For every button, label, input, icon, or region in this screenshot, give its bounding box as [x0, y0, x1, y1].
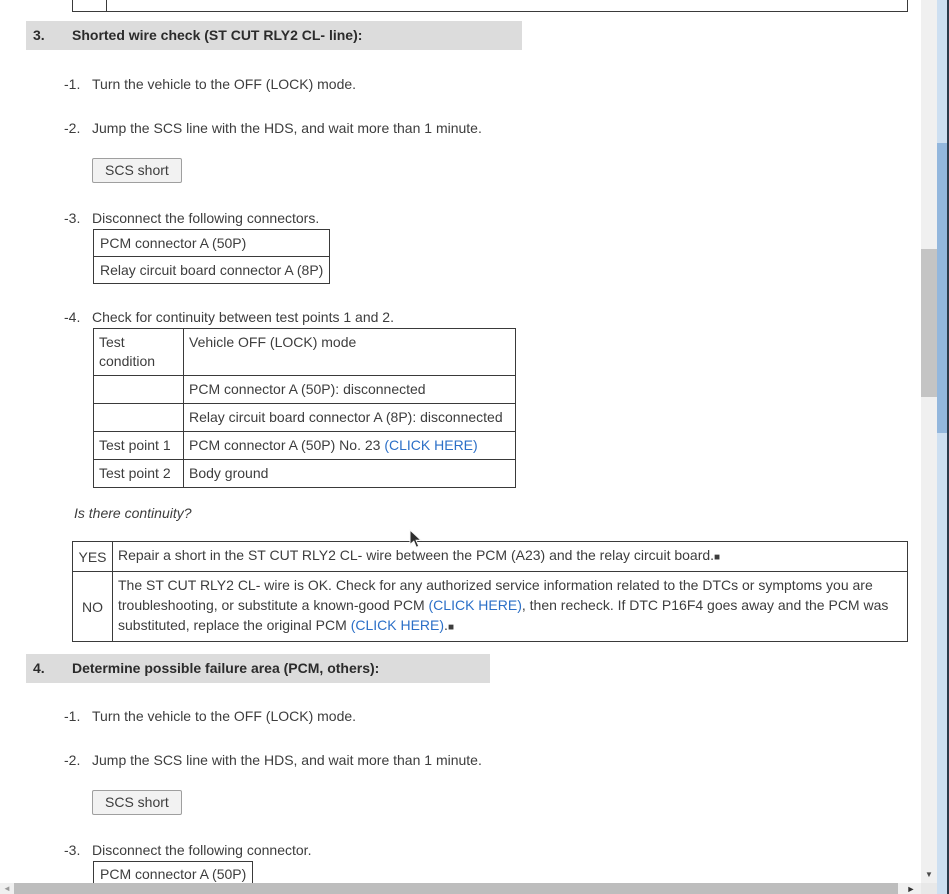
substep-text: Turn the vehicle to the OFF (LOCK) mode.	[92, 708, 357, 724]
step-3-substep-1	[64, 76, 356, 92]
yes-no-result-table	[72, 541, 908, 642]
vertical-scrollbar-track[interactable]	[921, 0, 937, 883]
test-condition-table	[93, 328, 516, 488]
step-4-number: 4.	[33, 660, 45, 676]
yes-label: YES	[73, 542, 113, 572]
substep-number: -3.	[64, 210, 81, 226]
horizontal-scrollbar-thumb[interactable]	[14, 883, 898, 894]
scs-short-button[interactable]: SCS short	[92, 790, 182, 815]
scroll-left-arrow-icon[interactable]: ◄	[3, 884, 11, 893]
previous-result-table-fragment	[72, 0, 908, 12]
no-row	[73, 572, 908, 642]
row-value: Body ground	[184, 460, 516, 488]
table-row	[94, 432, 516, 460]
step-3-substep-4	[64, 309, 394, 325]
connector-box: PCM connector A (50P)	[93, 861, 253, 887]
end-of-step-mark: ■	[714, 552, 721, 563]
step-4-header	[26, 654, 490, 683]
no-text-2: , then recheck. If DTC P16F4 goes away and the PCM was substituted, replace the original PCM	[118, 597, 889, 633]
substep-number: -4.	[64, 309, 81, 325]
mouse-cursor-icon	[409, 529, 423, 549]
row-label: Test point 1	[94, 432, 184, 460]
vertical-scrollbar-thumb[interactable]	[921, 249, 937, 397]
end-of-step-mark: ■	[447, 622, 454, 633]
row-value	[184, 432, 516, 460]
row-label	[94, 376, 184, 404]
scroll-right-arrow-icon[interactable]: ►	[906, 884, 916, 894]
table-column-divider	[106, 0, 107, 11]
table-row	[94, 460, 516, 488]
table-row	[94, 257, 330, 284]
click-here-link[interactable]: (CLICK HERE)	[428, 597, 522, 613]
scrollbar-corner	[921, 883, 937, 894]
no-label: NO	[73, 572, 113, 642]
no-text-3: .	[444, 617, 448, 633]
substep-number: -1.	[64, 708, 81, 724]
click-here-link[interactable]: (CLICK HERE)	[350, 617, 445, 633]
substep-text: Jump the SCS line with the HDS, and wait more than 1 minute.	[92, 752, 482, 768]
connector-list-table	[93, 229, 330, 284]
row-value: Relay circuit board connector A (8P): disconnected	[184, 404, 516, 432]
substep-number: -1.	[64, 76, 81, 92]
row-label: Test condition	[94, 329, 184, 376]
substep-number: -2.	[64, 752, 81, 768]
continuity-question: Is there continuity?	[74, 505, 192, 521]
no-instruction	[113, 572, 908, 642]
connector-cell: PCM connector A (50P)	[94, 230, 330, 257]
row-value: PCM connector A (50P): disconnected	[184, 376, 516, 404]
row-label: Test point 2	[94, 460, 184, 488]
row-value: Vehicle OFF (LOCK) mode	[184, 329, 516, 376]
table-row	[94, 404, 516, 432]
substep-text: Turn the vehicle to the OFF (LOCK) mode.	[92, 76, 357, 92]
step-3-substep-3	[64, 210, 319, 226]
substep-text: Check for continuity between test points 1 and 2.	[92, 309, 394, 325]
step-3-title: Shorted wire check (ST CUT RLY2 CL- line):	[72, 27, 363, 43]
table-row	[94, 376, 516, 404]
step-3-substep-2	[64, 120, 482, 136]
click-here-link[interactable]: (CLICK HERE)	[384, 437, 478, 453]
yes-text: Repair a short in the ST CUT RLY2 CL- wire between the PCM (A23) and the relay circuit board.	[118, 547, 715, 563]
scroll-down-arrow-icon[interactable]: ▼	[921, 866, 937, 883]
table-row	[94, 230, 330, 257]
scs-short-button[interactable]: SCS short	[92, 158, 182, 183]
step-3-header	[26, 21, 522, 50]
substep-text: Disconnect the following connectors.	[92, 210, 320, 226]
step-3-number: 3.	[33, 27, 45, 43]
no-text-1: The ST CUT RLY2 CL- wire is OK. Check for any authorized service information related to the DTCs or symptoms you are troubleshooting, or substitute a known-good PCM	[118, 577, 873, 613]
step-4-title: Determine possible failure area (PCM, others):	[72, 660, 380, 676]
substep-text: Jump the SCS line with the HDS, and wait more than 1 minute.	[92, 120, 482, 136]
yes-instruction	[113, 542, 908, 572]
step-4-substep-1	[64, 708, 356, 724]
substep-number: -2.	[64, 120, 81, 136]
substep-text: Disconnect the following connector.	[92, 842, 312, 858]
substep-number: -3.	[64, 842, 81, 858]
step-4-substep-2	[64, 752, 482, 768]
table-row	[94, 329, 516, 376]
yes-row	[73, 542, 908, 572]
connector-cell: Relay circuit board connector A (8P)	[94, 257, 330, 284]
row-label	[94, 404, 184, 432]
step-4-substep-3	[64, 842, 311, 858]
row-value-text: PCM connector A (50P) No. 23	[189, 437, 385, 453]
